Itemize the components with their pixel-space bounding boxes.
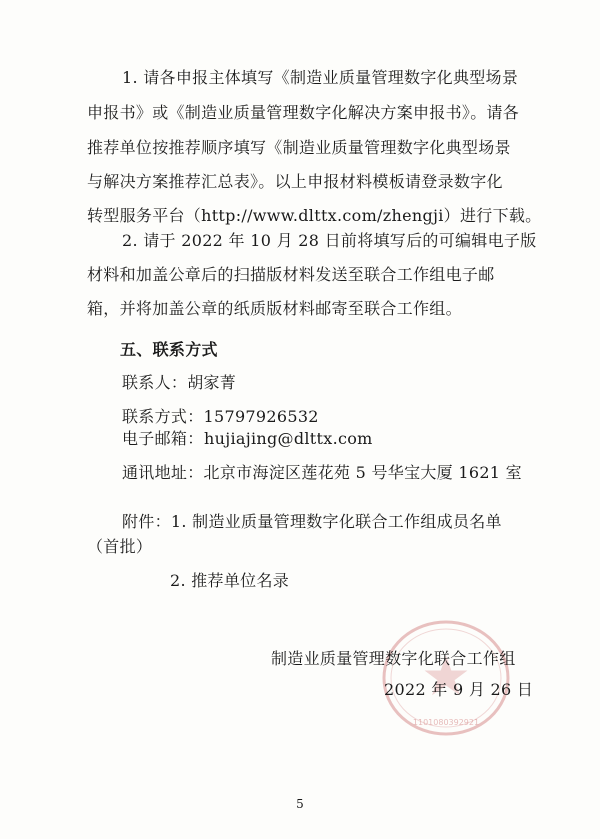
page-number: 5: [296, 797, 304, 811]
paragraph-1-line-1: 1. 请各申报主体填写《制造业质量管理数字化典型场景: [122, 68, 519, 87]
contact-address-value: 北京市海淀区莲花苑 5 号华宝大厦 1621 室: [203, 463, 522, 482]
signature-date: 2022 年 9 月 26 日: [384, 680, 534, 699]
attachment-item-1-continued: （首批）: [87, 537, 153, 556]
attachments-row: [122, 512, 502, 532]
section-heading-contact: 五、联系方式: [120, 340, 218, 359]
attachment-item-2: 2. 推荐单位名录: [170, 571, 290, 590]
paragraph-1-line-5: 转型服务平台（http://www.dlttx.com/zhengji）进行下载。: [87, 206, 542, 225]
contact-person-row: [122, 373, 236, 393]
attachment-item-1: 1. 制造业质量管理数字化联合工作组成员名单: [170, 512, 502, 531]
paragraph-1-line-4: 与解决方案推荐汇总表》。以上申报材料模板请登录数字化: [87, 172, 503, 191]
paragraph-1-line-3: 推荐单位按推荐顺序填写《制造业质量管理数字化典型场景: [87, 138, 511, 157]
signature-organization: 制造业质量管理数字化联合工作组: [271, 649, 516, 668]
contact-email-value: hujiajing@dlttx.com: [204, 429, 373, 448]
contact-person-value: 胡家菁: [187, 373, 237, 392]
paragraph-2-line-1: 2. 请于 2022 年 10 月 28 日前将填写后的可编辑电子版: [122, 231, 537, 250]
paragraph-2-line-3: 箱，并将加盖公章的纸质版材料邮寄至联合工作组。: [87, 299, 462, 318]
paragraph-1-line-2: 申报书》或《制造业质量管理数字化解决方案申报书》。请各: [87, 103, 520, 122]
contact-person-label: 联系人：: [122, 373, 188, 392]
contact-email-label: 电子邮箱：: [122, 429, 204, 448]
contact-email-row: [122, 429, 204, 449]
paragraph-2-line-2: 材料和加盖公章后的扫描版材料发送至联合工作组电子邮: [87, 265, 495, 284]
contact-phone-label: 联系方式：: [122, 407, 204, 426]
seal-number: 1101080392921: [412, 718, 480, 727]
contact-address-row: [122, 463, 522, 483]
contact-phone-value: 15797926532: [203, 407, 319, 426]
attachments-label: 附件：: [122, 512, 171, 531]
contact-address-label: 通讯地址：: [122, 463, 204, 482]
official-seal-stamp: [371, 613, 521, 743]
contact-phone-row: [122, 407, 319, 427]
